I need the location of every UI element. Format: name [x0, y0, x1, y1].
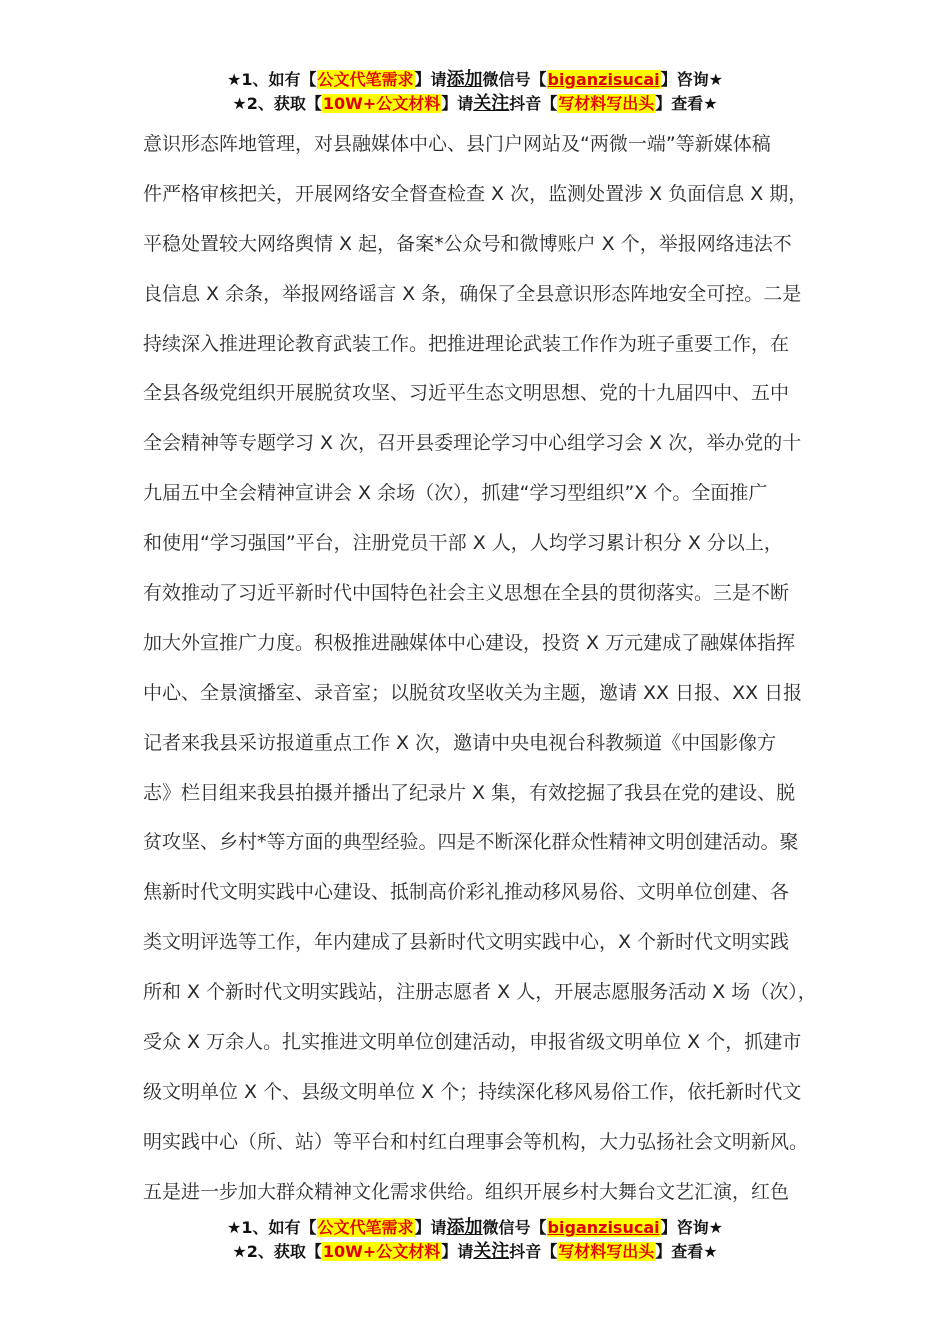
body-line: 全县各级党组织开展脱贫攻坚、习近平生态文明思想、党的十九届四中、五中	[143, 382, 790, 405]
body-line: 九届五中全会精神宣讲会 X 余场（次），抓建“学习型组织”X 个。全面推广	[143, 482, 768, 505]
body-line: 类文明评选等工作，年内建成了县新时代文明实践中心，X 个新时代文明实践	[143, 931, 790, 954]
body-line: 意识形态阵地管理，对县融媒体中心、县门户网站及“两微一端”等新媒体稿	[143, 133, 771, 155]
wechat-id: biganzisucai	[547, 70, 660, 89]
douyin-account: 写材料写出头	[558, 94, 655, 113]
body-line: 受众 X 万余人。扎实推进文明单位创建活动，申报省级文明单位 X 个，抓建市	[143, 1031, 802, 1054]
body-line: 有效推动了习近平新时代中国特色社会主义思想在全县的贯彻落实。三是不断	[143, 582, 790, 605]
star-icon: ★	[703, 94, 718, 113]
body-line: 中心、全景演播室、录音室；以脱贫攻坚收关为主题，邀请 XX 日报、XX 日报	[143, 681, 803, 704]
header-banner	[0, 68, 950, 116]
emphasis-add: 添加	[446, 69, 483, 90]
highlight-service: 公文代笔需求	[317, 1218, 414, 1237]
body-line: 件严格审核把关，开展网络安全督查检查 X 次，监测处置涉 X 负面信息 X 期，	[143, 182, 808, 205]
body-line: 良信息 X 余条，举报网络谣言 X 条，确保了全县意识形态阵地安全可控。二是	[143, 282, 802, 305]
star-icon: ★	[232, 1242, 247, 1261]
body-line: 焦新时代文明实践中心建设、抵制高价彩礼推动移风易俗、文明单位创建、各	[143, 881, 790, 904]
banner-line-1: ★1、如有【公文代笔需求】请添加微信号【biganzisucai】咨询★	[227, 1217, 723, 1238]
footer-banner	[0, 1216, 950, 1264]
emphasis-follow: 关注	[473, 1241, 510, 1262]
star-icon: ★	[703, 1242, 718, 1261]
body-line: 明实践中心（所、站）等平台和村红白理事会等机构，大力弘扬社会文明新风。	[143, 1130, 809, 1153]
body-line: 级文明单位 X 个、县级文明单位 X 个；持续深化移风易俗工作，依托新时代文	[143, 1080, 802, 1103]
banner-line-2: ★2、获取【10W+公文材料】请关注抖音【写材料写出头】查看★	[232, 1241, 718, 1262]
body-line: 贫攻坚、乡村*等方面的典型经验。四是不断深化群众性精神文明创建活动。聚	[143, 831, 799, 854]
star-icon: ★	[232, 94, 247, 113]
document-body	[143, 120, 823, 1218]
body-line: 和使用“学习强国”平台，注册党员干部 X 人，人均学习累计积分 X 分以上，	[143, 532, 783, 555]
star-icon: ★	[227, 70, 242, 89]
body-line: 全会精神等专题学习 X 次，召开县委理论学习中心组学习会 X 次，举办党的十	[143, 432, 802, 455]
wechat-id: biganzisucai	[547, 1218, 660, 1237]
body-line: 五是进一步加大群众精神文化需求供给。组织开展乡村大舞台文艺汇演，红色	[143, 1180, 790, 1203]
douyin-account: 写材料写出头	[558, 1242, 655, 1261]
star-icon: ★	[708, 1218, 723, 1237]
body-line: 平稳处置较大网络舆情 X 起，备案*公众号和微博账户 X 个，举报网络违法不	[143, 232, 792, 255]
body-line: 所和 X 个新时代文明实践站，注册志愿者 X 人，开展志愿服务活动 X 场（次），	[143, 981, 817, 1004]
emphasis-add: 添加	[446, 1217, 483, 1238]
body-line: 志》栏目组来我县拍摄并播出了纪录片 X 集，有效挖掘了我县在党的建设、脱	[143, 781, 796, 804]
highlight-materials: 10W+公文材料	[322, 94, 441, 113]
star-icon: ★	[708, 70, 723, 89]
emphasis-follow: 关注	[473, 93, 510, 114]
banner-line-1: ★1、如有【公文代笔需求】请添加微信号【biganzisucai】咨询★	[227, 69, 723, 90]
banner-line-2: ★2、获取【10W+公文材料】请关注抖音【写材料写出头】查看★	[232, 93, 718, 114]
star-icon: ★	[227, 1218, 242, 1237]
body-line: 记者来我县采访报道重点工作 X 次，邀请中央电视台科教频道《中国影像方	[143, 731, 777, 754]
body-line: 持续深入推进理论教育武装工作。把推进理论武装工作作为班子重要工作，在	[143, 332, 790, 355]
highlight-materials: 10W+公文材料	[322, 1242, 441, 1261]
highlight-service: 公文代笔需求	[317, 70, 414, 89]
body-line: 加大外宣推广力度。积极推进融媒体中心建设，投资 X 万元建成了融媒体指挥	[143, 631, 796, 654]
